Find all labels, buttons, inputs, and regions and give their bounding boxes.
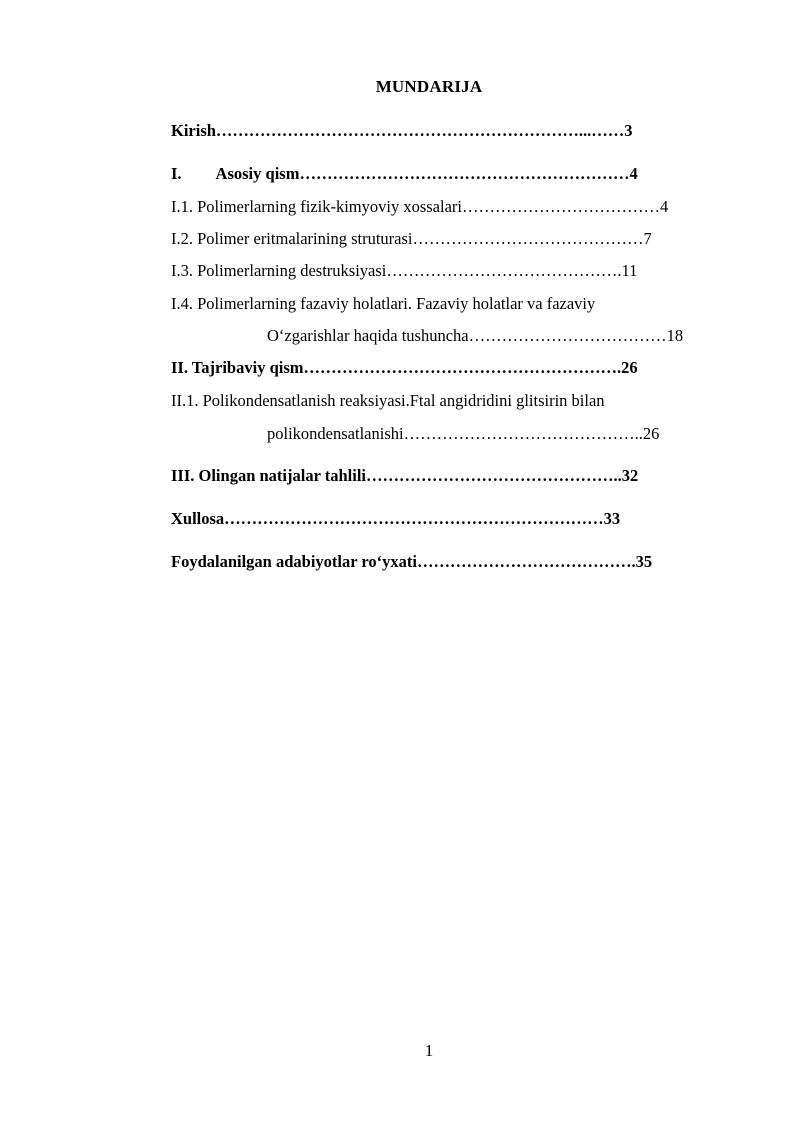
toc-entry-section-2: II. Tajribaviy qism………………………………………………….26 (171, 358, 638, 377)
toc-entry-adabiyotlar: Foydalanilgan adabiyotlar ro‘yxati………………………………….35 (171, 552, 653, 571)
toc-entry-kirish: Kirish…………………………………………………………...……3 (171, 121, 633, 140)
toc-entry-xullosa: Xullosa……………………………………………………………33 (171, 509, 621, 528)
toc-entry-section-1 (171, 164, 638, 184)
page-title: MUNDARIJA (375, 77, 483, 96)
toc-entry-section-3: III. Olingan natijalar tahlili………………………………………..32 (171, 466, 639, 485)
section-1-number: I. (171, 164, 182, 183)
toc-entry-1-2: I.2. Polimer eritmalarining struturasi……………………………………7 (171, 229, 652, 248)
section-1-text: Asosiy qism……………………………………………………4 (215, 164, 638, 183)
toc-entry-1-4-line-2: O‘zgarishlar haqida tushuncha………………………………18 (267, 326, 684, 345)
toc-entry-2-1-line-1: II.1. Polikondensatlanish reaksiyasi.Ftal angidridini glitsirin bilan (171, 391, 605, 410)
toc-entry-1-1: I.1. Polimerlarning fizik-kimyoviy xossalari………………………………4 (171, 197, 669, 216)
toc-entry-1-3: I.3. Polimerlarning destruksiyasi…………………………………….11 (171, 261, 638, 280)
page-number: 1 (424, 1041, 434, 1060)
toc-entry-1-4-line-1: I.4. Polimerlarning fazaviy holatlari. Fazaviy holatlar va fazaviy (171, 294, 596, 313)
toc-entry-2-1-line-2: polikondensatlanishi……………………………………..26 (267, 424, 660, 443)
